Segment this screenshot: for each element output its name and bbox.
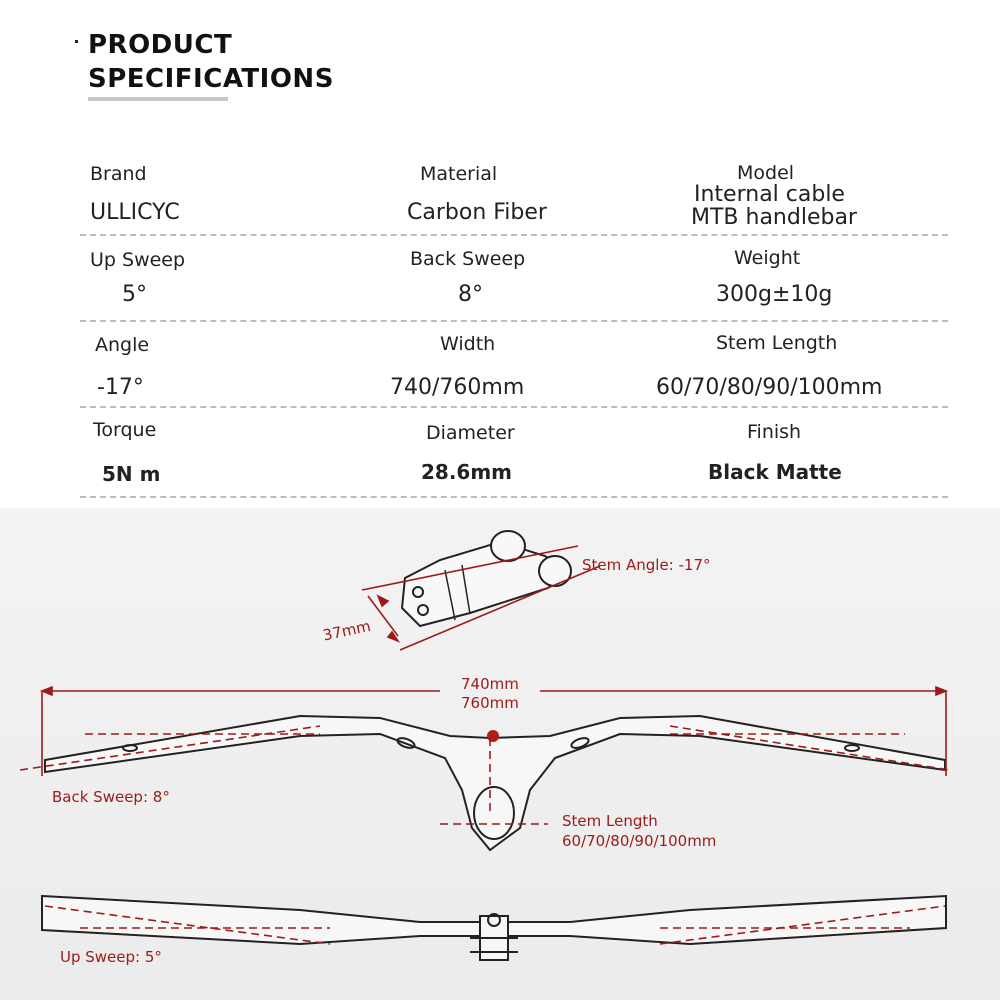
stem-height-label: 37mm <box>321 616 373 645</box>
spec-cell-width <box>370 322 660 406</box>
spec-cell-torque <box>80 408 370 496</box>
spec-cell-weight <box>660 236 948 320</box>
spec-table <box>80 150 948 498</box>
spec-cell-angle <box>80 322 370 406</box>
spec-label: Weight <box>734 247 801 269</box>
handlebar-drawing <box>0 508 1000 1000</box>
handlebar-diagram <box>0 508 1000 1000</box>
spec-value: ULLICYC <box>90 200 180 225</box>
spec-value: 740/760mm <box>390 375 525 400</box>
spec-value: 300g±10g <box>716 282 833 307</box>
title-line-2: SPECIFICATIONS <box>88 64 334 94</box>
spec-cell-up-sweep <box>80 236 370 320</box>
spec-cell-model <box>660 150 948 234</box>
spec-row <box>80 322 948 408</box>
stem-side-view <box>402 531 571 626</box>
spec-cell-finish <box>660 408 948 496</box>
stem-length-label-2: 60/70/80/90/100mm <box>562 832 717 850</box>
spec-label: Stem Length <box>716 332 838 354</box>
spec-row <box>80 150 948 236</box>
spec-label: Finish <box>747 421 802 443</box>
spec-row <box>80 408 948 498</box>
up-sweep-label: Up Sweep: 5° <box>60 948 162 966</box>
back-sweep-label: Back Sweep: 8° <box>52 788 170 806</box>
center-marker <box>487 730 499 742</box>
spec-value: 28.6mm <box>421 460 513 484</box>
spec-label: Angle <box>95 334 150 356</box>
spec-label: Back Sweep <box>410 248 526 270</box>
spec-value: 8° <box>458 282 483 307</box>
spec-value-line1: Internal cable <box>694 182 845 207</box>
spec-cell-back-sweep <box>370 236 660 320</box>
spec-value: 60/70/80/90/100mm <box>656 375 883 400</box>
spec-cell-brand <box>80 150 370 234</box>
spec-label: Diameter <box>426 422 515 444</box>
spec-label: Up Sweep <box>90 249 186 271</box>
spec-label: Model <box>737 162 795 184</box>
stem-length-label-1: Stem Length <box>562 812 658 830</box>
spec-value: 5° <box>122 282 147 307</box>
spec-value: Black Matte <box>708 460 842 484</box>
spec-cell-diameter <box>370 408 660 496</box>
spec-cell-stem-length <box>656 322 948 406</box>
title-underline <box>88 97 228 101</box>
spec-value: Carbon Fiber <box>407 200 547 225</box>
header-dot <box>75 40 78 43</box>
spec-value-line2: MTB handlebar <box>691 205 857 230</box>
page-title <box>88 28 334 96</box>
spec-row <box>80 236 948 322</box>
spec-value: -17° <box>97 375 144 400</box>
spec-label: Material <box>420 163 498 185</box>
spec-label: Torque <box>93 419 157 441</box>
spec-label: Width <box>440 333 496 355</box>
title-line-1: PRODUCT <box>88 30 233 60</box>
width-label-1: 740mm <box>461 675 519 693</box>
spec-cell-material <box>370 150 660 234</box>
spec-value: 5N m <box>102 462 161 486</box>
spec-label: Brand <box>90 163 147 185</box>
width-label-2: 760mm <box>461 694 519 712</box>
stem-angle-label: Stem Angle: -17° <box>582 556 711 574</box>
